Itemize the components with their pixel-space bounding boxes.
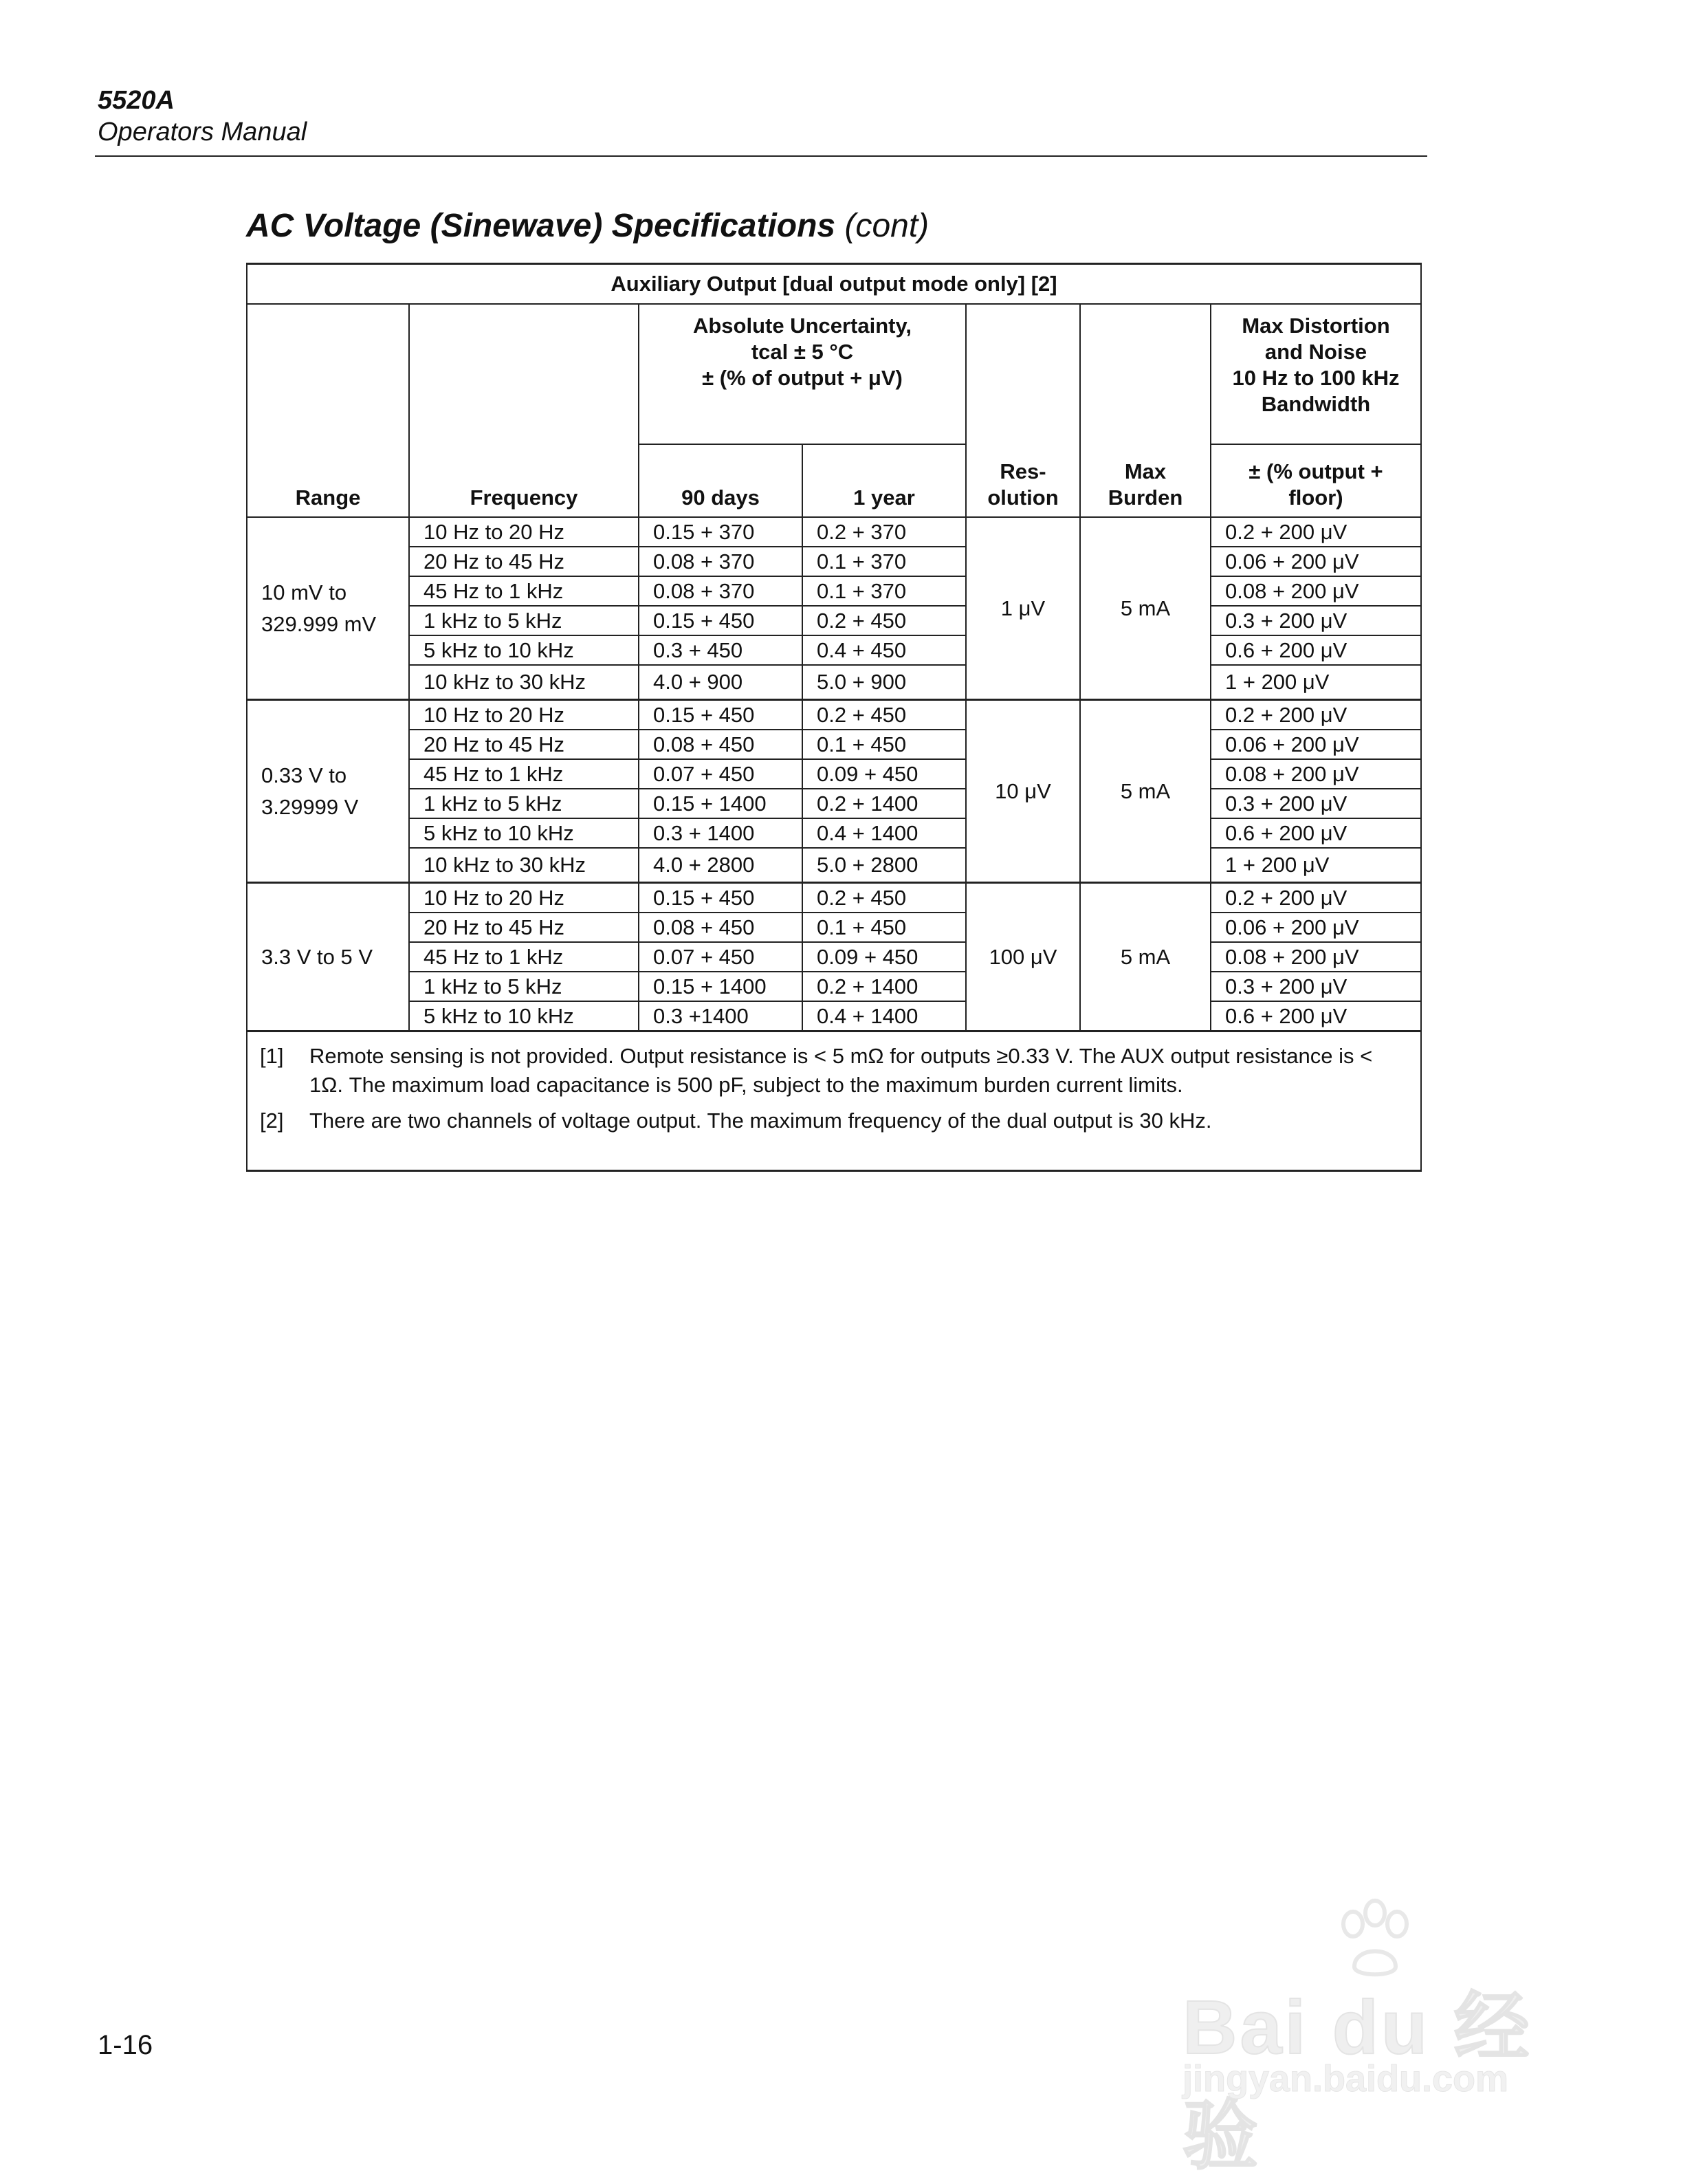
uncertainty-1-year-cell: 0.1 + 450 — [802, 913, 966, 942]
header-abs-line2: tcal ± 5 °C — [751, 340, 854, 364]
range-line2: 3.29999 V — [261, 794, 359, 819]
range-cell — [247, 700, 409, 883]
range-line1: 0.33 V to — [261, 763, 347, 787]
header-max-burden — [1080, 304, 1211, 517]
table-title: Auxiliary Output [dual output mode only] [2] — [247, 264, 1421, 305]
distortion-cell: 0.06 + 200 μV — [1211, 913, 1421, 942]
table-row — [247, 942, 1421, 972]
distortion-cell: 0.6 + 200 μV — [1211, 818, 1421, 848]
uncertainty-1-year-cell: 0.4 + 1400 — [802, 1001, 966, 1031]
section-title-main: AC Voltage (Sinewave) Specifications — [246, 208, 836, 244]
manual-model-number: 5520A — [98, 86, 175, 115]
uncertainty-1-year-cell: 0.1 + 450 — [802, 730, 966, 759]
frequency-cell: 45 Hz to 1 kHz — [409, 942, 639, 972]
aux-output-spec-table — [246, 263, 1422, 1172]
uncertainty-90-days-cell: 0.15 + 450 — [639, 700, 802, 730]
distortion-cell: 0.08 + 200 μV — [1211, 942, 1421, 972]
frequency-cell: 20 Hz to 45 Hz — [409, 547, 639, 576]
uncertainty-1-year-cell: 0.2 + 450 — [802, 606, 966, 635]
watermark-url: jingyan.baidu.com — [1182, 2058, 1509, 2099]
table-row — [247, 665, 1421, 700]
header-resolution-line2: olution — [987, 485, 1059, 510]
distortion-cell: 0.3 + 200 μV — [1211, 606, 1421, 635]
uncertainty-90-days-cell: 0.15 + 450 — [639, 883, 802, 913]
header-abs-line1: Absolute Uncertainty, — [692, 314, 912, 338]
range-line2: 329.999 mV — [261, 611, 377, 636]
resolution-cell: 100 μV — [966, 883, 1080, 1031]
footnote-marker: [2] — [260, 1109, 284, 1133]
header-absolute-uncertainty — [639, 304, 966, 444]
frequency-cell: 5 kHz to 10 kHz — [409, 818, 639, 848]
table-row — [247, 818, 1421, 848]
frequency-cell: 10 Hz to 20 Hz — [409, 883, 639, 913]
uncertainty-1-year-cell: 0.1 + 370 — [802, 547, 966, 576]
header-90-days: 90 days — [639, 444, 802, 517]
uncertainty-1-year-cell: 5.0 + 2800 — [802, 848, 966, 883]
uncertainty-1-year-cell: 0.09 + 450 — [802, 942, 966, 972]
uncertainty-90-days-cell: 0.08 + 450 — [639, 913, 802, 942]
watermark-brand: Bai du 经验 — [1182, 1985, 1532, 2178]
header-resolution — [966, 304, 1080, 517]
distortion-cell: 0.08 + 200 μV — [1211, 576, 1421, 606]
uncertainty-90-days-cell: 0.07 + 450 — [639, 759, 802, 789]
footnote-text: Remote sensing is not provided. Output resistance is < 5 mΩ for outputs ≥0.33 V. The AUX output resistance is < 1Ω. The maximum load capacitance is 500 pF, subject to the maximum burden current limits. — [309, 1044, 1373, 1097]
header-frequency: Frequency — [409, 304, 639, 517]
distortion-cell: 0.3 + 200 μV — [1211, 789, 1421, 818]
header-max-distortion — [1211, 304, 1421, 444]
header-rule — [95, 155, 1427, 157]
frequency-cell: 1 kHz to 5 kHz — [409, 972, 639, 1001]
table-row — [247, 913, 1421, 942]
range-line1: 10 mV to — [261, 580, 347, 604]
distortion-cell: 1 + 200 μV — [1211, 665, 1421, 700]
distortion-cell: 0.08 + 200 μV — [1211, 759, 1421, 789]
distortion-cell: 0.06 + 200 μV — [1211, 730, 1421, 759]
table-row — [247, 547, 1421, 576]
table-row — [247, 730, 1421, 759]
frequency-cell: 20 Hz to 45 Hz — [409, 913, 639, 942]
section-title-suffix: (cont) — [844, 208, 930, 244]
uncertainty-90-days-cell: 0.15 + 370 — [639, 517, 802, 547]
distortion-cell: 1 + 200 μV — [1211, 848, 1421, 883]
table-row — [247, 972, 1421, 1001]
frequency-cell: 5 kHz to 10 kHz — [409, 1001, 639, 1031]
frequency-cell: 10 kHz to 30 kHz — [409, 848, 639, 883]
table-row — [247, 759, 1421, 789]
resolution-cell: 1 μV — [966, 517, 1080, 700]
range-cell — [247, 883, 409, 1031]
section-title — [246, 206, 929, 246]
header-burden-line2: Burden — [1108, 485, 1183, 510]
max-burden-cell: 5 mA — [1080, 517, 1211, 700]
uncertainty-1-year-cell: 0.4 + 1400 — [802, 818, 966, 848]
frequency-cell: 45 Hz to 1 kHz — [409, 576, 639, 606]
uncertainty-1-year-cell: 0.2 + 450 — [802, 700, 966, 730]
header-distortion-line1: Max Distortion — [1242, 314, 1390, 338]
uncertainty-90-days-cell: 0.3 +1400 — [639, 1001, 802, 1031]
uncertainty-90-days-cell: 0.3 + 450 — [639, 635, 802, 665]
manual-subtitle: Operators Manual — [98, 118, 307, 146]
header-distortion-line3: 10 Hz to 100 kHz — [1232, 366, 1400, 390]
footnote-text: There are two channels of voltage output. The maximum frequency of the dual output is 30 kHz. — [309, 1109, 1212, 1133]
table-row — [247, 635, 1421, 665]
range-cell — [247, 517, 409, 700]
uncertainty-1-year-cell: 0.2 + 370 — [802, 517, 966, 547]
range-line1: 3.3 V to 5 V — [261, 944, 373, 969]
distortion-cell: 0.6 + 200 μV — [1211, 1001, 1421, 1031]
header-abs-line3: ± (% of output + μV) — [702, 366, 903, 390]
uncertainty-90-days-cell: 4.0 + 2800 — [639, 848, 802, 883]
distortion-cell: 0.2 + 200 μV — [1211, 700, 1421, 730]
header-distortion-unit-line2: floor) — [1288, 485, 1343, 510]
uncertainty-1-year-cell: 0.09 + 450 — [802, 759, 966, 789]
uncertainty-90-days-cell: 0.15 + 1400 — [639, 789, 802, 818]
baidu-watermark — [1169, 1898, 1581, 2178]
uncertainty-90-days-cell: 0.15 + 450 — [639, 606, 802, 635]
frequency-cell: 1 kHz to 5 kHz — [409, 606, 639, 635]
max-burden-cell: 5 mA — [1080, 700, 1211, 883]
uncertainty-1-year-cell: 0.2 + 1400 — [802, 972, 966, 1001]
page-number: 1-16 — [98, 2030, 153, 2060]
uncertainty-1-year-cell: 0.1 + 370 — [802, 576, 966, 606]
uncertainty-1-year-cell: 5.0 + 900 — [802, 665, 966, 700]
distortion-cell: 0.3 + 200 μV — [1211, 972, 1421, 1001]
table-row — [247, 576, 1421, 606]
uncertainty-1-year-cell: 0.2 + 450 — [802, 883, 966, 913]
header-1-year: 1 year — [802, 444, 966, 517]
distortion-cell: 0.2 + 200 μV — [1211, 517, 1421, 547]
table-row — [247, 517, 1421, 547]
uncertainty-90-days-cell: 4.0 + 900 — [639, 665, 802, 700]
header-range: Range — [247, 304, 409, 517]
distortion-cell: 0.6 + 200 μV — [1211, 635, 1421, 665]
table-row — [247, 700, 1421, 730]
frequency-cell: 20 Hz to 45 Hz — [409, 730, 639, 759]
resolution-cell: 10 μV — [966, 700, 1080, 883]
header-resolution-line1: Res- — [1000, 459, 1046, 483]
max-burden-cell: 5 mA — [1080, 883, 1211, 1031]
distortion-cell: 0.2 + 200 μV — [1211, 883, 1421, 913]
uncertainty-90-days-cell: 0.15 + 1400 — [639, 972, 802, 1001]
footnote-marker: [1] — [260, 1044, 284, 1068]
header-burden-line1: Max — [1124, 459, 1167, 483]
table-row — [247, 606, 1421, 635]
uncertainty-1-year-cell: 0.2 + 1400 — [802, 789, 966, 818]
frequency-cell: 1 kHz to 5 kHz — [409, 789, 639, 818]
uncertainty-90-days-cell: 0.08 + 450 — [639, 730, 802, 759]
table-row — [247, 883, 1421, 913]
frequency-cell: 45 Hz to 1 kHz — [409, 759, 639, 789]
header-distortion-unit-line1: ± (% output + — [1248, 459, 1383, 483]
header-distortion-unit — [1211, 444, 1421, 517]
table-notes — [247, 1031, 1421, 1171]
uncertainty-90-days-cell: 0.08 + 370 — [639, 576, 802, 606]
footnote — [260, 1106, 1408, 1135]
header-distortion-line2: and Noise — [1264, 340, 1367, 364]
frequency-cell: 10 Hz to 20 Hz — [409, 517, 639, 547]
table-row — [247, 848, 1421, 883]
table-row — [247, 789, 1421, 818]
uncertainty-90-days-cell: 0.08 + 370 — [639, 547, 802, 576]
frequency-cell: 5 kHz to 10 kHz — [409, 635, 639, 665]
notes-row — [247, 1031, 1421, 1171]
header-distortion-line4: Bandwidth — [1261, 392, 1371, 416]
frequency-cell: 10 kHz to 30 kHz — [409, 665, 639, 700]
footnote — [260, 1042, 1408, 1100]
uncertainty-90-days-cell: 0.07 + 450 — [639, 942, 802, 972]
frequency-cell: 10 Hz to 20 Hz — [409, 700, 639, 730]
distortion-cell: 0.06 + 200 μV — [1211, 547, 1421, 576]
table-row — [247, 1001, 1421, 1031]
uncertainty-1-year-cell: 0.4 + 450 — [802, 635, 966, 665]
uncertainty-90-days-cell: 0.3 + 1400 — [639, 818, 802, 848]
